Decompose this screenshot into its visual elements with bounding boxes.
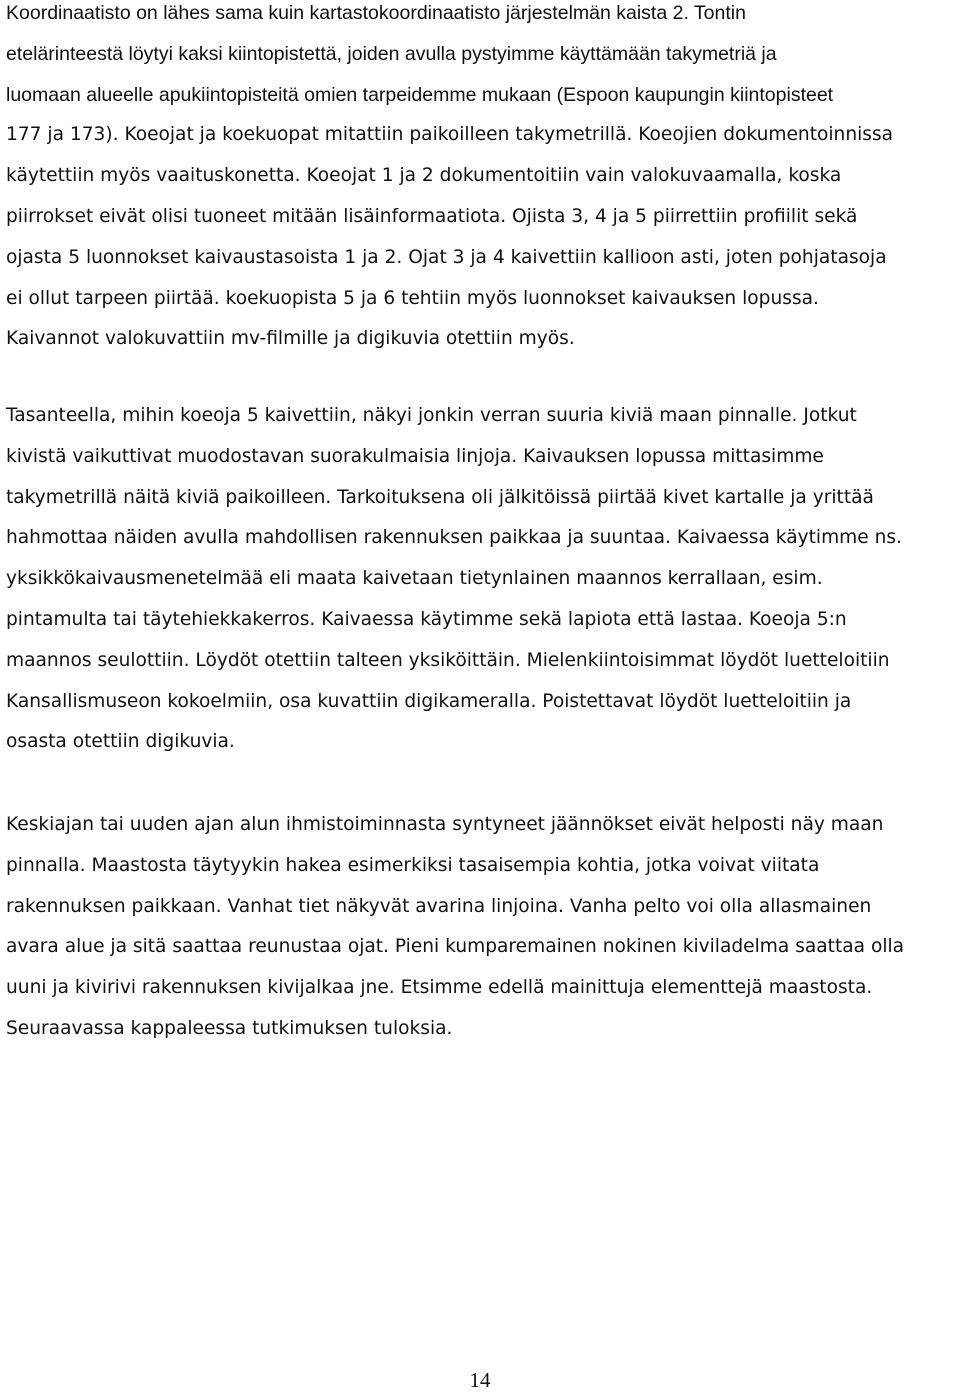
text-line	[6, 518, 956, 559]
text-line	[6, 478, 956, 519]
paragraph-3	[6, 805, 956, 1050]
text-line	[6, 805, 956, 846]
page-number: 14	[469, 1368, 491, 1392]
text-line	[6, 319, 956, 360]
text-line	[6, 197, 956, 238]
text-line	[6, 641, 956, 682]
paragraph-1	[6, 0, 956, 360]
text-line	[6, 396, 956, 437]
text-line	[6, 115, 956, 156]
text-segment: ei ollut tarpeen piirtää. koekuopista 5 ja 6 tehtiin myös luonnokset kaivauksen lopussa.	[6, 287, 819, 309]
text-segment: Koordinaatisto on lähes sama kuin kartastokoordinaatisto järjestelmän kaista 2. Tontin	[6, 2, 746, 24]
text-segment: Seuraavassa kappaleessa tutkimuksen tuloksia.	[6, 1017, 453, 1039]
text-line	[6, 682, 956, 723]
text-line	[6, 1009, 956, 1050]
text-segment: luomaan alueelle apukiintopisteitä omien tarpeidemme mukaan (Espoon kaupungin kiintopisteet	[6, 83, 834, 106]
text-segment: takymetrillä näitä kiviä paikoilleen. Tarkoituksena oli jälkitöissä piirtää kivet kartalle ja yrittää	[6, 486, 874, 508]
text-segment: käytettiin myös vaaituskonetta. Koeojat 1 ja 2 dokumentoitiin vain valokuvaamalla, koska	[6, 165, 842, 187]
text-line	[6, 887, 956, 928]
text-segment: rakennuksen paikkaan. Vanhat tiet näkyvät avarina linjoina. Vanha pelto voi olla allasmainen	[6, 895, 872, 917]
text-segment: piirrokset eivät olisi tuoneet mitään lisäinformaatiota. Ojista 3, 4 ja 5 piirrettiin profiilit sekä	[6, 205, 858, 227]
text-line	[6, 600, 956, 641]
text-segment: Koeojat ja koekuopat mitattiin paikoilleen takymetrillä. Koeojien dokumentoinnissa	[124, 124, 894, 146]
text-segment: Kansallismuseon kokoelmiin, osa kuvattiin digikameralla. Poistettavat löydöt luetteloitiin ja	[6, 690, 852, 712]
text-segment: pintamulta tai täytehiekkakerros. Kaivaessa käytimme sekä lapiota että lastaa. Koeoja 5:n	[6, 608, 847, 630]
text-segment: uuni ja kivirivi rakennuksen kivijalkaa jne. Etsimme edellä mainittuja elementtejä maastosta.	[6, 977, 873, 999]
text-segment: Keskiajan tai uuden ajan alun ihmistoiminnasta syntyneet jäännökset eivät helposti näy maan	[6, 814, 884, 835]
text-line	[6, 0, 956, 34]
text-line	[6, 559, 956, 600]
text-segment: avara alue ja sitä saattaa reunustaa ojat. Pieni kumparemainen nokinen kiviladelma saattaa olla	[6, 936, 905, 958]
text-line	[6, 927, 956, 968]
text-segment: yksikkökaivausmenetelmää eli maata kaivetaan tietynlainen maannos kerrallaan, esim.	[6, 568, 823, 590]
text-segment: Kaivannot valokuvattiin mv-filmille ja digikuvia otettiin myös.	[6, 328, 575, 350]
text-segment: etelärinteestä löytyi kaksi kiintopistettä, joiden avulla pystyimme käyttämään takymetriä ja	[6, 42, 777, 65]
text-segment: 177 ja 173).	[6, 124, 125, 146]
text-line	[6, 238, 956, 279]
text-line	[6, 968, 956, 1009]
text-segment: Tasanteella, mihin koeoja 5 kaivettiin, näkyi jonkin verran suuria kiviä maan pinnalle. Jotkut	[6, 405, 857, 426]
text-segment: pinnalla. Maastosta täytyykin hakea esimerkiksi tasaisempia kohtia, jotka voivat viitata	[6, 854, 820, 876]
text-segment: ojasta 5 luonnokset kaivaustasoista 1 ja 2. Ojat 3 ja 4 kaivettiin kallioon asti, joten pohjatasoja	[6, 246, 887, 268]
text-segment: maannos seulottiin. Löydöt otettiin talteen yksiköittäin. Mielenkiintoisimmat löydöt luetteloitiin	[6, 649, 890, 671]
text-segment: hahmottaa näiden avulla mahdollisen rakennuksen paikkaa ja suuntaa. Kaivaessa käytimme ns.	[6, 527, 903, 549]
text-segment: kivistä vaikuttivat muodostavan suorakulmaisia linjoja. Kaivauksen lopussa mittasimme	[6, 445, 824, 467]
text-line	[6, 846, 956, 887]
text-line	[6, 437, 956, 478]
text-line	[6, 156, 956, 197]
text-segment: osasta otettiin digikuvia.	[6, 731, 235, 753]
text-line	[6, 722, 956, 763]
text-line	[6, 75, 956, 116]
text-line	[6, 279, 956, 320]
paragraph-2	[6, 396, 956, 763]
text-line	[6, 34, 956, 75]
